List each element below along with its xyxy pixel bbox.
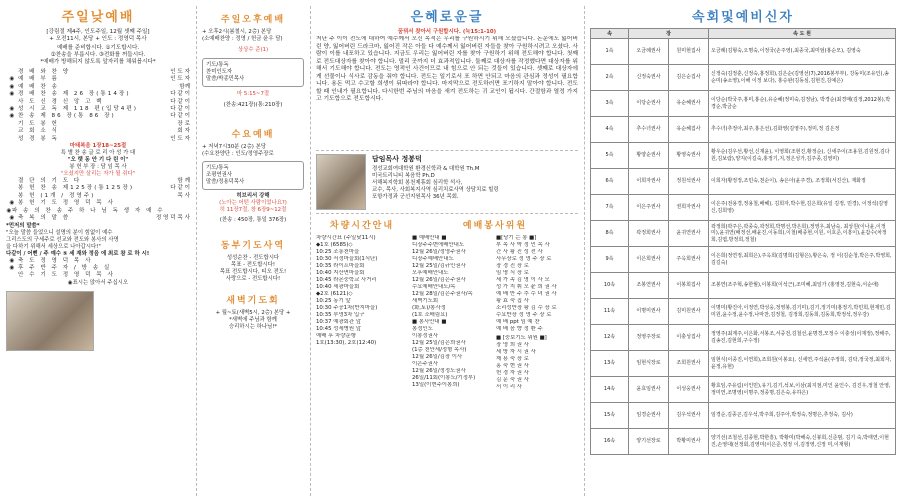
- order-row: [6, 113, 190, 120]
- order-leader: 다 같 이: [170, 185, 190, 192]
- order-row: [6, 136, 190, 143]
- afternoon-count: (찬송:421장)(통:210장): [223, 102, 283, 108]
- worship-intro-3: *예배가 방해되지 않도록 앞자리를 채워봅시다*: [40, 59, 156, 65]
- district-table: [590, 28, 896, 455]
- sermon-quote: "오셨지만 살리는 자가 될 쥐다": [60, 171, 136, 178]
- order-marker: [6, 193, 18, 200]
- order-marker: ◉: [9, 76, 15, 83]
- worship-order-list: [6, 69, 190, 143]
- order-item: 성 시 교 독 제 118 편(입당4편): [18, 106, 138, 113]
- district-number: 6속: [591, 169, 629, 195]
- vehicle-line: ◆2호 (6121)◇: [316, 291, 353, 297]
- order-footer: ◉표시는 앉아서 주십시오: [67, 279, 129, 286]
- district-leader: 곽정희권사: [629, 221, 669, 247]
- vehicle-line: 예배 후 차량운행: [316, 333, 356, 339]
- district-leader: 임경순권사: [629, 403, 669, 429]
- district-leader: 추수녀권사: [629, 117, 669, 143]
- order-item: 찬 송 제 86 장(통 86 장): [18, 113, 116, 120]
- district-members: 오금례(김형숙,오명숙,이정국(손주영),최종국,최미엄(홍순모), 김영숙: [709, 39, 896, 65]
- district-members: 이희자(황정정,조민숙,천순이), 송은아(윤주경), 조정희(서진산), 재화정: [709, 169, 896, 195]
- vehicle-line: 10:45 라몬중학교 사거리: [316, 277, 377, 283]
- pastor-line: 미국트리니티 복음학 Ph.D: [372, 173, 435, 179]
- table-row: [591, 351, 896, 377]
- pastor-title: 담임목사 정봉덕: [372, 155, 422, 163]
- district-members: 이은희(정연정,최희은),주옥희(김명희(김형은),황은숙, 정 이(김순청,박은주,박영희,김길숙): [709, 247, 896, 273]
- order-leader: 목 사: [177, 192, 190, 199]
- order-leader: 함 께: [177, 178, 190, 185]
- order-leader: 함께: [179, 83, 190, 90]
- order-item: 성 경 봉 독: [18, 135, 59, 142]
- duty-line: ■[당기 는 봉 ■]: [496, 235, 537, 241]
- afternoon-items-box: [202, 58, 304, 87]
- night-prayer-title: 새벽기도회: [226, 296, 280, 306]
- table-row: [591, 39, 896, 65]
- volunteer-line: (1호 소배림요): [412, 312, 448, 318]
- vehicle-line: 10:30 주공1차(반지마을): [316, 305, 378, 311]
- district-subleader: 이충성집사: [669, 325, 709, 351]
- vehicle-line: 10:30 서정마을회(1식단): [316, 256, 378, 262]
- duty-line: 세 가 족 김 영 이 사 모: [496, 277, 550, 283]
- afternoon-line-2: (소예배찬양 : 정영 / 헌금 윤우 담): [202, 36, 283, 42]
- table-row: [591, 299, 896, 325]
- district-members: 황효임,주유림(이인민),유기,김기,석보,이삼(최지점,미인 윤인수, 김진우,정철 안영,정미연,조명영(이명주,정종명,김은숙,유하은): [709, 377, 896, 403]
- table-row: [591, 325, 896, 351]
- order-row: [6, 200, 190, 207]
- duty-line: 간 사 황 진 성 전 사: [496, 249, 543, 255]
- order-item: 봉 헌 (1개 / 정영주): [18, 192, 96, 199]
- worship-header-line: [강림절 제4주, 인도주일, 12월 셋째 주일]: [46, 29, 150, 35]
- prayer-line: 세 방 자 시 권 사: [496, 349, 536, 355]
- order-item: 기 도 봉 헌: [18, 120, 59, 127]
- wednesday-line-1: + 저녁7시30분 (2층) 본당: [202, 144, 267, 150]
- volunteer-line: 13일(이현주이봉희): [412, 382, 460, 388]
- vehicle-line: 10:45 성세병원 앞: [316, 326, 361, 332]
- volunteer-line: 12월 28일/김은주권사/목: [412, 291, 473, 297]
- district-number: 4속: [591, 117, 629, 143]
- district-subleader: 조희원권사: [669, 351, 709, 377]
- vehicle-line: 차량시간표 (주일낮11시): [316, 235, 376, 241]
- worship-intro-1: 예배를 준비합시다. ①기도합시다.: [56, 45, 140, 51]
- district-number: 8속: [591, 221, 629, 247]
- district-members: 곽정희(곽주은,곽종숙,곽정희,박명선,박은희),정영우,최남숙, 최상원(이나윤,이정미),윤귀연(배정선,배윤진,이동희),이철(배종현,이원, 이호준,이흥이),윤갑수(차정희,김엽,방정희,정철): [709, 221, 896, 247]
- sermon-title: "오 랫 동 안 기 다 린 이": [67, 157, 129, 164]
- order-row: [6, 258, 190, 265]
- vehicle-list: [316, 235, 408, 347]
- header-cell: 장: [629, 29, 709, 39]
- vehicle-line: 10:40 지산면마을회: [316, 270, 365, 276]
- district-subleader: 이봉희집사: [669, 273, 709, 299]
- grace-column: [312, 0, 582, 502]
- duty-line: 사무장로 정 영 주 장 로: [496, 256, 552, 262]
- pastor-line: 포항가정과 군선지원목사 36년 목회.: [372, 194, 459, 200]
- duty-line: 부 목 사 박 정 민 목 사: [496, 242, 550, 248]
- pastor-photo: [316, 154, 366, 210]
- order-leader: 다 같 이: [170, 91, 190, 98]
- volunteer-line: 12월 26일/김은주권사: [412, 277, 466, 283]
- volunteer-line: 12월 26일/정영주권사: [412, 249, 466, 255]
- district-members: 정영주(최계주,이은화,서봉조,서중전,김철선,윤명경,모정수 이충성(이재정),정해주,김송진,김현희,구수정): [709, 325, 896, 351]
- table-row: [591, 429, 896, 455]
- order-item: 예 배 부 름: [18, 76, 59, 83]
- district-number: 1속: [591, 39, 629, 65]
- district-subleader: 이성웅권사: [669, 377, 709, 403]
- sunday-worship-column: [0, 0, 196, 502]
- district-column: [586, 0, 900, 502]
- order-leader: 장 로: [177, 120, 190, 127]
- duty-line: 예 배 반 주 추 수 녀 권 사: [496, 291, 557, 297]
- header-cell: 속 도 원: [709, 29, 896, 39]
- order-leader: 다 같 이: [170, 98, 190, 105]
- worship-time-line: + 오전11시, 본당 + 인도 : 정영덕 목사: [49, 36, 147, 42]
- worship-order-list-3: [6, 258, 190, 280]
- order-marker: ◉: [9, 106, 15, 113]
- vehicle-line: 10:35 라이프마을회: [316, 263, 365, 269]
- note-line-3: 을 다하기 위해서 세상으로 나아갑시다!": [6, 243, 101, 250]
- order-leader: 다 같 이: [170, 106, 190, 113]
- table-row: [591, 377, 896, 403]
- table-row: [591, 403, 896, 429]
- district-members: 양기선(조철선,김종현,박한흥), 박황미(박해숙,신봉희,신준범, 김기 숙,박태연,이현진,손영대(선정회,김영미(이은준,정정 이,김정영,신정 미,이재형): [709, 429, 896, 455]
- scripture-reference: 마태복음 1장18~25절: [69, 143, 127, 150]
- night-prayer-line-2: *새벽에 주님과 함께: [229, 317, 277, 323]
- volunteer-line: 26일/11회(이봉도/기정부): [412, 375, 476, 381]
- order-row: [6, 76, 190, 83]
- dawn-line-1: 성성순찬 - 전도합시다: [226, 255, 280, 261]
- note-line-2: 그리스도의 구세주로 선교와 전도와 봉사의 사명: [6, 236, 119, 243]
- district-subleader: 권희자권사: [669, 195, 709, 221]
- order-row: [6, 99, 190, 106]
- dawn-line-2: 목표 - 전도합시다!: [231, 262, 275, 268]
- table-row: [591, 143, 896, 169]
- order-marker: [6, 136, 18, 143]
- order-marker: [6, 128, 18, 135]
- order-leader: 회 자: [177, 128, 190, 135]
- vehicle-line: 10:40 세광마을회: [316, 284, 360, 290]
- district-leader: 이은희권사: [629, 247, 669, 273]
- order-marker: ◉: [9, 113, 15, 120]
- order-row: [6, 208, 190, 215]
- order-marker: ◉: [9, 83, 15, 90]
- order-marker: ◉: [9, 200, 15, 207]
- afternoon-item: 기도/통독: [206, 62, 229, 68]
- prayer-line: 홍 숙 현 권 사: [496, 363, 529, 369]
- district-title: 속회및예비신자: [692, 10, 794, 25]
- district-subleader: 김은순집사: [669, 65, 709, 91]
- order-item: 축 복 의 말 씀: [18, 215, 71, 222]
- note-line-1: "오늘 말씀 들었으니 설명의 분이 힘없이 예수: [6, 229, 113, 236]
- table-row: [591, 117, 896, 143]
- order-leader: 인 도 자: [170, 69, 190, 75]
- vehicle-line: 10:25 조롱천마을: [316, 249, 360, 255]
- divider: [196, 6, 197, 496]
- order-item: 후 주 반 주 자 / 방 송 실: [18, 264, 112, 271]
- afternoon-verses: 마 5:15~7절: [236, 91, 270, 97]
- table-row: [591, 247, 896, 273]
- district-leader: 신정숙권사: [629, 65, 669, 91]
- order-item: 교 회 소 식: [18, 128, 59, 135]
- order-item: 축 도 정 영 덕 목 사: [18, 257, 93, 264]
- order-item: 파 송 의 찬 송 주 하 나 님 독 생 자 예 수: [11, 207, 165, 214]
- order-item: 안 수 기 도 정 영 덕 목 사: [18, 272, 115, 279]
- volunteer-line: 오후예배안내도: [412, 270, 449, 276]
- district-leader: 오금례권사: [629, 39, 669, 65]
- district-leader: 윤효임권사: [629, 377, 669, 403]
- duty-line: 예 배 ppt 임 예 찬: [496, 319, 540, 325]
- volunteer-list: [412, 235, 496, 391]
- order-marker: [6, 69, 18, 76]
- order-marker: ◉: [6, 207, 12, 214]
- table-row: [591, 169, 896, 195]
- district-number: 11속: [591, 299, 629, 325]
- volunteer-line: 이봉정권사: [412, 333, 439, 339]
- district-subleader: 김우석권사: [669, 403, 709, 429]
- wednesday-verses: 히 11장7절, 창 6장9~12절: [219, 207, 287, 213]
- prayer-line: 제 용 숙 장 로: [496, 356, 529, 362]
- wednesday-line-2: (수요찬양단 : 인도/정영주장로: [202, 151, 274, 157]
- order-marker: [6, 99, 18, 106]
- order-leader: 인 도 자: [170, 135, 190, 142]
- district-leader: 양기선장로: [629, 429, 669, 455]
- volunteer-line: ■ 봉사안내 ■: [412, 319, 447, 325]
- order-leader: [138, 258, 190, 265]
- sunday-worship-title: 주일낮예배: [61, 10, 135, 25]
- order-marker: ◉: [9, 215, 15, 222]
- prayer-list: [496, 335, 578, 391]
- order-marker: ◉: [9, 264, 15, 271]
- worship-order-list-2: [6, 178, 190, 222]
- order-item: 예 배 찬 송: [18, 83, 59, 90]
- order-item: 경 배 찬 송 제 26 장(통14장): [18, 91, 131, 98]
- volunteer-line: 12월 25일/김은희권사: [412, 340, 466, 346]
- table-row: [591, 65, 896, 91]
- volunteer-line: ■ 예배안내 ■: [412, 235, 447, 241]
- afternoon-subtitle: 상상수 준(1): [237, 47, 269, 53]
- district-leader: 조봉연권사: [629, 273, 669, 299]
- district-number: 14속: [591, 377, 629, 403]
- duty-line: 임 명 식 장 로: [496, 270, 529, 276]
- district-subleader: 윤귀연권사: [669, 221, 709, 247]
- volunteer-line: 12월 26일/김장 이사: [412, 354, 463, 360]
- order-item: 봉 헌 기 도 정 영 덕 목 사: [18, 200, 115, 207]
- order-marker: [6, 185, 18, 192]
- district-leader: 정영주장로: [629, 325, 669, 351]
- order-leader: [138, 265, 190, 272]
- wednesday-quote: (노아는 어떤 사람이었나요?): [219, 200, 287, 206]
- worship-intro-2: ②찬송을 부릅시다. ③전화를 꺼둡시다.: [50, 52, 146, 58]
- district-number: 10속: [591, 273, 629, 299]
- vehicle-line: ◆1호 (6585)◇: [316, 242, 353, 248]
- volunteer-line: 이은주권사: [412, 361, 439, 367]
- district-members: 이당순(박국주,홍미,홍순),유순혜(정미숙,김정남), 박경순(최경매(김정,2012봉),박경순,박금순: [709, 91, 896, 117]
- district-subleader: 주옥희권사: [669, 247, 709, 273]
- district-number: 9속: [591, 247, 629, 273]
- prayer-line: ■ [중보기도 위원 ■]: [496, 335, 547, 341]
- order-marker: ◉: [9, 257, 15, 264]
- district-members: 이명미(황진아,이정연,박성웅,정영봉,김기미),김기,정기미(홍정기,박민희,현재민,김미원,윤수정,윤수정,나마찬,김정철, 김정희,김동희,김동희,박정석,정우강): [709, 299, 896, 325]
- duty-line: 예 배 음 향 정 환 주: [496, 326, 543, 332]
- district-leader: 이희자권사: [629, 169, 669, 195]
- district-leader: 임현식장로: [629, 351, 669, 377]
- wednesday-item: 조평연권사: [206, 172, 233, 178]
- order-marker: [6, 178, 18, 185]
- order-marker: [6, 121, 18, 128]
- order-item: 경 배 와 찬 양: [18, 69, 71, 75]
- congregation-photo: [6, 291, 94, 351]
- order-leader: [138, 272, 190, 279]
- district-subleader: 김미원권사: [669, 299, 709, 325]
- district-number: 13속: [591, 351, 629, 377]
- vehicle-line: 10:37 예광회관 앞: [316, 319, 361, 325]
- wednesday-items-box: [202, 161, 304, 190]
- district-members: 이은주(전용경,정용철,배혜), 김희자,박수현,김은희(유일 김정, 민경), 이정석(김영신,김희영): [709, 195, 896, 221]
- district-members: 추수녀(추정아,최주,홍은선),김화영(김영주),정미,정 김은정: [709, 117, 896, 143]
- vehicle-schedule: [316, 216, 408, 391]
- vehicle-title: 차량시간안내: [329, 221, 395, 231]
- district-leader: 이당순권사: [629, 91, 669, 117]
- order-leader: [138, 200, 190, 207]
- volunteer-line: (1층 천안세/정형 목사): [412, 347, 467, 353]
- volunteers-section: [408, 216, 578, 391]
- dawn-line-3: 목표 전도합시다, 티오 전도!: [219, 269, 287, 275]
- wednesday-count: (찬송 : 450장, 통일 376장): [219, 217, 287, 223]
- district-number: 5속: [591, 143, 629, 169]
- duty-line: 수요반장 정 영 주 장 로: [496, 312, 552, 318]
- grace-title: 은혜로운글: [410, 10, 484, 25]
- services-column: [198, 0, 308, 502]
- table-row: [591, 221, 896, 247]
- pastor-box: [316, 150, 578, 214]
- district-leader: 황양순권사: [629, 143, 669, 169]
- prayer-line: 김 문 숙 권 사: [496, 377, 529, 383]
- table-row: [591, 273, 896, 299]
- order-leader: 정 영 덕 목 사: [155, 215, 190, 222]
- district-members: 조봉연(조주혁,송한월),이봉희(이석근),조미혜,최일가 (홍영천,김현숙,서순애): [709, 273, 896, 299]
- volunteer-line: 디장주주변에배안내도: [412, 242, 465, 248]
- prayer-line: 헌 경 자 권 사: [496, 370, 529, 376]
- note-heading: *먼저의 말씀*: [6, 222, 40, 229]
- order-marker: ◉: [9, 91, 15, 98]
- order-item: 사 도 신 경 신 앙 고 백: [18, 98, 104, 105]
- wednesday-title: 수요예배: [231, 130, 275, 140]
- night-prayer-line-1: + 월~토(새벽5시, 2층) 본당 +: [215, 310, 291, 316]
- district-number: 16속: [591, 429, 629, 455]
- volunteer-line: (화,토)/봉사정: [412, 305, 446, 311]
- district-members: 황우순(김우선,황선,신재윤), 이영희(조현진,황정순), 신세주이(조용원,김원정,김다원,김보람),양지(이길숙,홍정기,지,정은성가,김주종,김영미): [709, 143, 896, 169]
- duty-line: 소리성반장 황 김 수 장 로: [496, 305, 557, 311]
- order-row: [6, 272, 190, 279]
- order-row: [6, 185, 190, 192]
- duty-line: 장 경 진 장 로: [496, 263, 529, 269]
- afternoon-item: 말씀/박종민목사: [206, 76, 245, 82]
- pastor-line: 서해복지학회 봉천제휴회 심리학 석사,: [372, 180, 463, 186]
- district-subleader: 원미현집사: [669, 39, 709, 65]
- table-row: [591, 195, 896, 221]
- dawn-title: 동부기도사역: [220, 241, 286, 251]
- district-subleader: 유순혜집사: [669, 117, 709, 143]
- volunteer-line: 12월 26일/정정도권사: [412, 368, 466, 374]
- prayer-line: 서 이 리 사: [496, 384, 522, 390]
- district-leader: 이은주권사: [629, 195, 669, 221]
- afternoon-line-1: + 오후2시(봄철시, 2층) 본당: [202, 29, 272, 35]
- order-leader: 다 같 이: [170, 113, 190, 120]
- vehicle-line: 1호(13:30), 2호(12:40): [316, 340, 377, 346]
- pastor-line: 교수, 목사, 사회복지사역 심리치료사역 상담치료 힐링: [372, 187, 499, 193]
- grace-body: 저난 주 이이 전도에 대하여 예수께서 오신 목적은 우리를 구원하시기 위해 오셨습니다. 돈운에도 잃어버린 양, 잃어버린 드라크마, 잃어진 작은 아들 다 예수께서 잃어버린 자들을 찾아 구원하시려고 오셨다. 사람이 이를 내포하고 있습니다. 지금도 우리는 잃어버린 자를 찾아 구원하기 위해 전도해야 합니다. 첫째로 전도대상자를 찾아야 합니다. 멀리 곳까지 더 효과적입니다. 둘째로 대상자를 작정했다면 대상자를 위해서 기도해야 합니다. 전도는 영적인 사건이므로 내 힘으로 안 되는 것들이 있습니다. 셋째로 대상자에게 선물이나 식사로 감동을 줘야 합니다. 전도는 일기로서 포 하면 안되고 마음의 관심과 정성이 필요합니다. 용돈 먹고 수고할 희생이 뒤따라야 합니다. 마지막으로 전도하러면 포기하지 말아야 합니다. 전도할 때 인내가 필요합니다. 다시한번 주님의 마음을 새겨 전도하는 귀 교인이 됩시다. 간절함과 열정 가지고 기도합으로 전도합시다.: [316, 36, 578, 102]
- district-leader: 이명미권사: [629, 299, 669, 325]
- sermon-by: 봉 헌 부 장 : 담 임 목 사: [69, 164, 127, 171]
- district-header-row: [591, 29, 896, 39]
- grace-subtitle: 꿈꿔서 찾아서 구원합시다. (눅15:1-10): [397, 29, 497, 35]
- order-marker: [6, 272, 18, 279]
- order-row: [6, 91, 190, 98]
- night-prayer-line-3: 승리하시는 하나님!*: [228, 324, 278, 330]
- volunteer-line: 봉정인도: [412, 326, 433, 332]
- vehicle-line: 10:35 부영3차 입구: [316, 312, 365, 318]
- district-number: 15속: [591, 403, 629, 429]
- district-number: 2속: [591, 65, 629, 91]
- table-row: [591, 91, 896, 117]
- district-members: 신정숙(김정훈,신정숙,홍정희),김은순(김영선(7),2016봉부부), 강동미(조유인),송순미(송소영),이해 이정 보다), 홍승완(김동심,김현진,김예은): [709, 65, 896, 91]
- order-row: [6, 215, 190, 222]
- order-leader: 인 도 자: [170, 76, 190, 83]
- vehicle-line: 10:25 동기 앞: [316, 298, 351, 304]
- district-subleader: 박황미권사: [669, 429, 709, 455]
- district-subleader: 정원석권사: [669, 169, 709, 195]
- wednesday-item: 기도/통독: [206, 165, 229, 171]
- duty-list: [496, 235, 578, 333]
- dawn-line-4: 사랑으로 - 전도합시다!: [225, 276, 281, 282]
- wednesday-sermon: 히브리서 강해: [236, 193, 270, 199]
- order-leader: [165, 208, 190, 215]
- volunteer-line: 디장주예배안내도: [412, 256, 454, 262]
- divider: [310, 6, 311, 496]
- afternoon-item: 찬미인도자: [206, 69, 233, 75]
- divider: [584, 6, 585, 496]
- district-number: 7속: [591, 195, 629, 221]
- order-row: [6, 128, 190, 135]
- district-members: 임현식(이종진,이연희),조희원(이봉요), 신세연,주석윤(주정희, 김탁,정국정,최희자,윤정,유현): [709, 351, 896, 377]
- volunteer-line: 12월 25일/김규인권사: [412, 263, 466, 269]
- closing-line: 다같이 / 어뻔 / 주 예수 ⑤ 세 재와 정음 에 최로 참 로 하 시!: [6, 250, 150, 257]
- volunteer-line: 새벽기도회: [412, 298, 439, 304]
- afternoon-title: 주일오후예배: [220, 15, 286, 25]
- volunteer-line: 수요예배안내도/목: [412, 284, 456, 290]
- order-item: 봉 헌 찬 송 제125장(통125장): [18, 185, 135, 192]
- district-subleader: 황영숙권사: [669, 143, 709, 169]
- duty-line: 황 효 숙 집 사: [496, 298, 529, 304]
- district-members: 임경순,김종곤,김우석,박주희,김주아,박정숙,정명은,추정숙, 김사): [709, 403, 896, 429]
- district-number: 12속: [591, 325, 629, 351]
- wednesday-item: 말씀/정용덕목사: [206, 179, 245, 185]
- district-subleader: 유순혜권사: [669, 91, 709, 117]
- district-number: 3속: [591, 91, 629, 117]
- prayer-line: 장 영 희 권 사: [496, 342, 529, 348]
- volunteers-title: 예배봉사위원: [462, 221, 528, 231]
- pastor-line: 경성교회여대학원 환경신학과 & 대학원 Th.M: [372, 166, 480, 172]
- header-cell: 속: [591, 29, 629, 39]
- order-item: 결 단 의 기 도 다: [18, 178, 82, 185]
- duty-line: 성 가 지 휘 오 윤 희 권 사: [496, 284, 557, 290]
- special-song: 특 별 찬 송 글 로 리 아 성 가 대: [60, 150, 136, 157]
